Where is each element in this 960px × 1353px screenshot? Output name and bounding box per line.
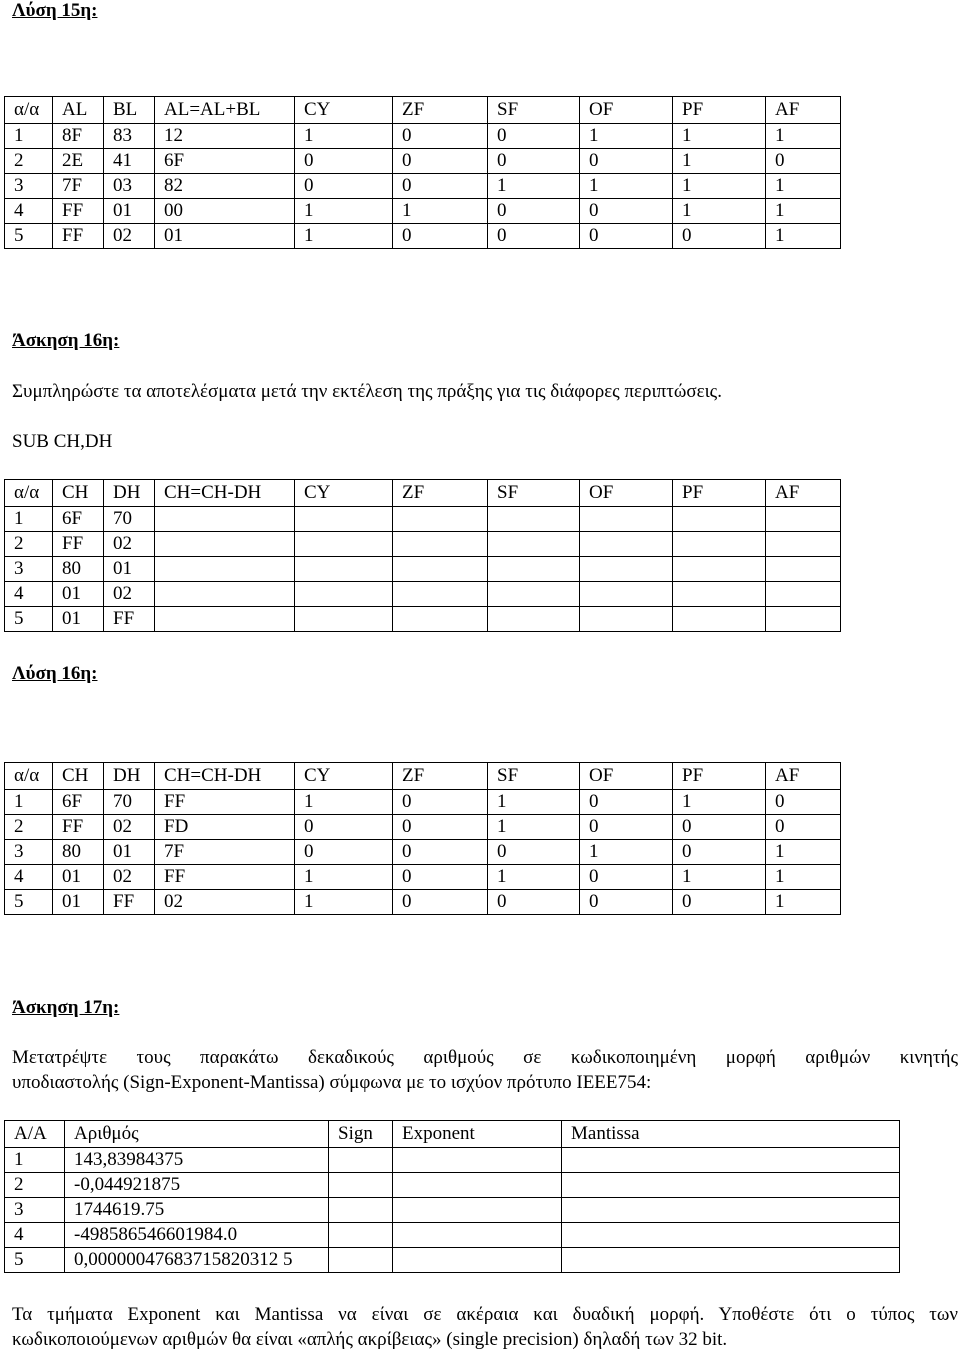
table-cell <box>393 1223 562 1248</box>
table-cell: 2 <box>5 149 53 174</box>
table-cell <box>295 582 393 607</box>
table-cell: 1 <box>580 840 673 865</box>
table-cell: 0 <box>488 149 580 174</box>
header-cell: α/α <box>5 763 53 790</box>
header-cell: CY <box>295 763 393 790</box>
table-row <box>5 1223 900 1248</box>
table-cell: 0 <box>393 124 488 149</box>
table-cell: 1 <box>673 174 766 199</box>
table-cell: 0 <box>580 790 673 815</box>
table-header-row <box>5 480 841 507</box>
table-cell <box>580 532 673 557</box>
table-cell <box>155 557 295 582</box>
table-cell: FF <box>53 224 104 249</box>
header-cell: Α/Α <box>5 1121 65 1148</box>
table-cell: 0 <box>580 865 673 890</box>
table-cell <box>580 507 673 532</box>
table-cell: 1 <box>5 790 53 815</box>
table-cell: FF <box>53 199 104 224</box>
table-cell: 5 <box>5 224 53 249</box>
table-cell: 0 <box>673 890 766 915</box>
header-cell: Mantissa <box>562 1121 900 1148</box>
table-cell: 0 <box>295 174 393 199</box>
table-cell <box>295 507 393 532</box>
table-cell <box>673 582 766 607</box>
table-cell: 1 <box>673 149 766 174</box>
table-cell: 1 <box>766 199 841 224</box>
table-cell: 7F <box>155 840 295 865</box>
header-cell: ZF <box>393 97 488 124</box>
table-cell: 143,83984375 <box>65 1148 329 1173</box>
header-cell: OF <box>580 480 673 507</box>
table-cell: 0 <box>580 149 673 174</box>
exercise-16-instruction: Συμπληρώστε τα αποτελέσματα μετά την εκτέλεση της πράξης για τις διάφορες περιπτώσεις. <box>12 381 722 402</box>
table-cell: 02 <box>104 582 155 607</box>
table-cell: 1 <box>295 224 393 249</box>
header-cell: ZF <box>393 763 488 790</box>
table-cell <box>155 532 295 557</box>
table-cell: 6F <box>53 790 104 815</box>
table-cell <box>295 532 393 557</box>
table-header-row <box>5 97 841 124</box>
table-cell: FF <box>104 607 155 632</box>
header-cell: PF <box>673 763 766 790</box>
header-cell: CH <box>53 763 104 790</box>
header-cell: AL=AL+BL <box>155 97 295 124</box>
table-cell: 1 <box>580 174 673 199</box>
table-row <box>5 149 841 174</box>
table-cell: 1 <box>295 865 393 890</box>
table-cell: 70 <box>104 507 155 532</box>
table-cell: 0 <box>393 840 488 865</box>
table-cell: FF <box>104 890 155 915</box>
table-cell: 1744619.75 <box>65 1198 329 1223</box>
table-cell <box>562 1248 900 1273</box>
table-cell <box>393 1248 562 1273</box>
table-cell <box>155 507 295 532</box>
table-cell: 0 <box>393 149 488 174</box>
header-cell: SF <box>488 97 580 124</box>
exercise-17-text-line-1: Μετατρέψτε τους παρακάτω δεκαδικούς αριθμούς σε κωδικοποιημένη μορφή αριθμών κινητής <box>12 1047 958 1068</box>
table-cell: 0 <box>580 199 673 224</box>
header-cell: SF <box>488 763 580 790</box>
table-row <box>5 124 841 149</box>
table-cell <box>295 607 393 632</box>
table-cell: 8F <box>53 124 104 149</box>
table-cell <box>766 557 841 582</box>
table-cell: 80 <box>53 840 104 865</box>
table-cell: 0 <box>766 815 841 840</box>
table-cell: 3 <box>5 557 53 582</box>
table-row <box>5 865 841 890</box>
table-cell: 0 <box>488 840 580 865</box>
table-cell <box>562 1148 900 1173</box>
table-cell: 2 <box>5 1173 65 1198</box>
table-cell <box>562 1223 900 1248</box>
table-cell: 0 <box>673 224 766 249</box>
table-cell: FD <box>155 815 295 840</box>
table-cell <box>766 582 841 607</box>
table-header-row <box>5 763 841 790</box>
exercise-16-operation: SUB CH,DH <box>12 431 113 452</box>
header-cell: DH <box>104 480 155 507</box>
table-row <box>5 790 841 815</box>
solution-16-title: Λύση 16η: <box>12 663 98 684</box>
table-cell <box>580 557 673 582</box>
header-cell: OF <box>580 763 673 790</box>
table-cell: 1 <box>766 224 841 249</box>
table-cell <box>580 582 673 607</box>
table-cell: 02 <box>104 532 155 557</box>
table-cell: 2 <box>5 532 53 557</box>
header-cell: PF <box>673 97 766 124</box>
table-cell: 02 <box>104 815 155 840</box>
table-cell: 02 <box>104 224 155 249</box>
exercise-17-title: Άσκηση 17η: <box>12 997 120 1018</box>
table-cell: 4 <box>5 1223 65 1248</box>
table-cell: 1 <box>766 840 841 865</box>
table-cell: 1 <box>488 865 580 890</box>
exercise-17-table <box>4 1120 900 1273</box>
table-cell: 01 <box>53 865 104 890</box>
table-cell: 1 <box>766 890 841 915</box>
exercise-16-title: Άσκηση 16η: <box>12 330 120 351</box>
table-cell <box>393 1198 562 1223</box>
table-cell: 70 <box>104 790 155 815</box>
table-cell: 1 <box>580 124 673 149</box>
table-cell: FF <box>155 865 295 890</box>
table-cell: 3 <box>5 840 53 865</box>
header-cell: PF <box>673 480 766 507</box>
table-cell: 1 <box>488 790 580 815</box>
table-cell: 2E <box>53 149 104 174</box>
table-cell <box>488 582 580 607</box>
header-cell: AL <box>53 97 104 124</box>
table-cell <box>562 1173 900 1198</box>
header-cell: CY <box>295 480 393 507</box>
table-cell: 01 <box>104 199 155 224</box>
table-cell <box>329 1173 393 1198</box>
table-cell <box>488 557 580 582</box>
table-row <box>5 815 841 840</box>
table-cell: 0,00000047683715820312 5 <box>65 1248 329 1273</box>
header-cell: CH=CH-DH <box>155 480 295 507</box>
table-cell <box>329 1198 393 1223</box>
table-cell: 1 <box>673 124 766 149</box>
table-cell: 0 <box>488 224 580 249</box>
table-cell: 0 <box>488 124 580 149</box>
table-cell: 0 <box>673 815 766 840</box>
header-cell: α/α <box>5 480 53 507</box>
table-row <box>5 224 841 249</box>
table-cell: 0 <box>295 815 393 840</box>
table-cell: 1 <box>766 124 841 149</box>
table-row <box>5 199 841 224</box>
table-cell: 1 <box>766 865 841 890</box>
table-row <box>5 1198 900 1223</box>
table-cell: 1 <box>5 124 53 149</box>
table-cell: 12 <box>155 124 295 149</box>
table-cell: 01 <box>104 840 155 865</box>
table-cell <box>393 507 488 532</box>
table-cell: 0 <box>393 224 488 249</box>
header-cell: ZF <box>393 480 488 507</box>
table-cell: 3 <box>5 1198 65 1223</box>
table-cell: 5 <box>5 1248 65 1273</box>
table-cell: 41 <box>104 149 155 174</box>
table-cell: 0 <box>580 224 673 249</box>
table-cell: 4 <box>5 582 53 607</box>
table-row <box>5 532 841 557</box>
table-cell: 0 <box>488 890 580 915</box>
table-cell <box>562 1198 900 1223</box>
table-cell: 5 <box>5 607 53 632</box>
table-cell: 4 <box>5 199 53 224</box>
table-cell: 7F <box>53 174 104 199</box>
table-cell: 80 <box>53 557 104 582</box>
table-cell: 0 <box>393 865 488 890</box>
table-cell <box>393 582 488 607</box>
table-row <box>5 1148 900 1173</box>
table-cell: FF <box>155 790 295 815</box>
solution-15-table <box>4 96 841 249</box>
table-row <box>5 1173 900 1198</box>
table-cell: 1 <box>295 790 393 815</box>
table-cell: 0 <box>580 815 673 840</box>
table-cell <box>766 507 841 532</box>
table-row <box>5 890 841 915</box>
table-row <box>5 607 841 632</box>
table-cell <box>393 1173 562 1198</box>
table-header-row <box>5 1121 900 1148</box>
table-cell: -498586546601984.0 <box>65 1223 329 1248</box>
header-cell: CH <box>53 480 104 507</box>
table-cell <box>393 532 488 557</box>
exercise-16-table <box>4 479 841 632</box>
table-row <box>5 582 841 607</box>
table-cell: 0 <box>766 149 841 174</box>
table-cell: 00 <box>155 199 295 224</box>
header-cell: SF <box>488 480 580 507</box>
table-cell: 6F <box>53 507 104 532</box>
header-cell: AF <box>766 763 841 790</box>
table-cell <box>155 607 295 632</box>
table-cell: FF <box>53 532 104 557</box>
table-row <box>5 507 841 532</box>
table-cell: 1 <box>5 1148 65 1173</box>
table-cell: 1 <box>766 174 841 199</box>
exercise-17-text-line-2: υποδιαστολής (Sign-Exponent-Mantissa) σύμφωνα με το ισχύον πρότυπο IEEE754: <box>12 1072 652 1093</box>
table-cell <box>155 582 295 607</box>
header-cell: DH <box>104 763 155 790</box>
table-cell <box>673 532 766 557</box>
header-cell: Αριθμός <box>65 1121 329 1148</box>
table-cell <box>329 1248 393 1273</box>
table-cell: 03 <box>104 174 155 199</box>
table-cell: 02 <box>155 890 295 915</box>
exercise-17-note-line-1: Τα τμήματα Exponent και Mantissa να είναι σε ακέραια και δυαδική μορφή. Υποθέστε ότι ο τύπος των <box>12 1304 958 1325</box>
table-cell <box>488 532 580 557</box>
table-cell <box>673 507 766 532</box>
table-cell: 1 <box>295 124 393 149</box>
table-cell: 01 <box>53 607 104 632</box>
header-cell: Exponent <box>393 1121 562 1148</box>
table-cell: 1 <box>488 174 580 199</box>
table-cell: 1 <box>393 199 488 224</box>
exercise-17-note-line-2: κωδικοποιούμενων αριθμών θα είναι «απλής ακρίβειας» (single precision) δηλαδή των 32 bit. <box>12 1329 728 1350</box>
table-cell: 3 <box>5 174 53 199</box>
header-cell: α/α <box>5 97 53 124</box>
table-cell: 01 <box>104 557 155 582</box>
table-row <box>5 174 841 199</box>
table-cell: -0,044921875 <box>65 1173 329 1198</box>
table-cell: 0 <box>393 790 488 815</box>
table-cell: 0 <box>393 890 488 915</box>
table-cell: 0 <box>488 199 580 224</box>
table-cell <box>329 1223 393 1248</box>
table-cell: 0 <box>580 890 673 915</box>
table-cell: 83 <box>104 124 155 149</box>
table-row <box>5 840 841 865</box>
table-row <box>5 557 841 582</box>
table-cell <box>488 507 580 532</box>
table-cell: 01 <box>53 582 104 607</box>
table-cell <box>488 607 580 632</box>
table-cell: 1 <box>488 815 580 840</box>
table-cell: 1 <box>295 890 393 915</box>
table-cell: 0 <box>393 815 488 840</box>
table-cell <box>393 557 488 582</box>
table-cell: 0 <box>393 174 488 199</box>
table-cell: 4 <box>5 865 53 890</box>
table-cell: FF <box>53 815 104 840</box>
table-cell: 1 <box>673 790 766 815</box>
table-cell: 1 <box>295 199 393 224</box>
header-cell: BL <box>104 97 155 124</box>
table-cell: 5 <box>5 890 53 915</box>
table-cell: 02 <box>104 865 155 890</box>
table-cell: 0 <box>295 149 393 174</box>
table-row <box>5 1248 900 1273</box>
table-cell: 01 <box>155 224 295 249</box>
table-cell: 1 <box>5 507 53 532</box>
table-cell <box>673 607 766 632</box>
table-cell: 0 <box>673 840 766 865</box>
table-cell <box>766 532 841 557</box>
table-cell: 6F <box>155 149 295 174</box>
table-cell: 82 <box>155 174 295 199</box>
header-cell: AF <box>766 97 841 124</box>
table-cell: 01 <box>53 890 104 915</box>
header-cell: CH=CH-DH <box>155 763 295 790</box>
table-cell: 1 <box>673 865 766 890</box>
header-cell: CY <box>295 97 393 124</box>
table-cell <box>393 607 488 632</box>
table-cell <box>329 1148 393 1173</box>
header-cell: Sign <box>329 1121 393 1148</box>
header-cell: OF <box>580 97 673 124</box>
table-cell <box>580 607 673 632</box>
table-cell: 0 <box>766 790 841 815</box>
table-cell <box>295 557 393 582</box>
table-cell <box>673 557 766 582</box>
table-cell: 0 <box>295 840 393 865</box>
table-cell <box>766 607 841 632</box>
table-cell <box>393 1148 562 1173</box>
table-cell: 1 <box>673 199 766 224</box>
table-cell: 2 <box>5 815 53 840</box>
solution-15-title: Λύση 15η: <box>12 0 98 21</box>
header-cell: AF <box>766 480 841 507</box>
solution-16-table <box>4 762 841 915</box>
